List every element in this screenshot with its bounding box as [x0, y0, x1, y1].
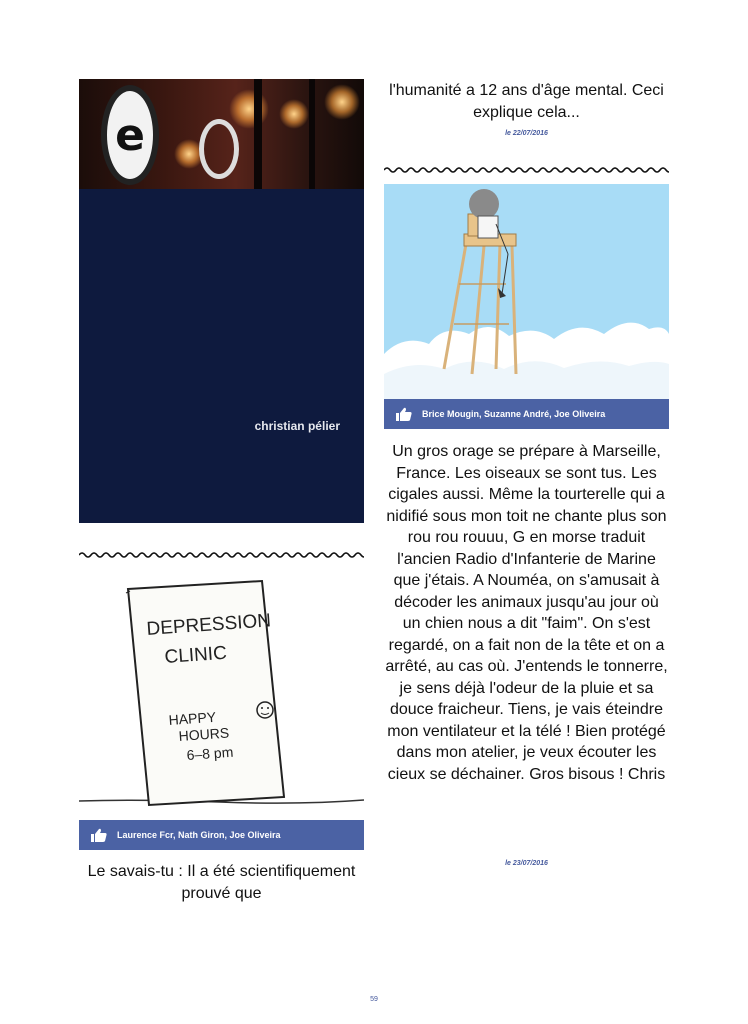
- likes-bar: [384, 399, 669, 429]
- likes-names: Brice Mougin, Suzanne André, Joe Oliveira: [422, 409, 606, 419]
- tall-chair-cartoon: [384, 184, 669, 399]
- page-number: 59: [370, 996, 378, 1003]
- depression-clinic-cartoon: [79, 575, 364, 820]
- post-top-date: le 22/07/2016: [505, 130, 548, 137]
- sign-text-line5: 6–8 pm: [186, 743, 234, 763]
- post-top-text: l'humanité a 12 ans d'âge mental. Ceci explique cela...: [389, 82, 664, 121]
- sign-text-line3: HAPPY: [168, 708, 217, 728]
- post-storm-date: le 23/07/2016: [505, 860, 548, 867]
- sign-text-line4: HOURS: [178, 724, 230, 744]
- sign-text-line2: CLINIC: [163, 642, 228, 668]
- thumbs-up-icon: [396, 407, 412, 421]
- likes-names: Laurence Fcr, Nath Giron, Joe Oliveira: [117, 830, 281, 840]
- thumbs-up-icon: [91, 828, 107, 842]
- post-storm-text: Un gros orage se prépare à Marseille, France. Les oiseaux se sont tus. Les cigales aussi. Même la tourterelle qui a nidifié sous mon toit ne chante plus son rou rou rouuu, G en morse traduit l'ancien Radio d'Infanterie de Marine que j'étais. A Nouméa, on s'amusait à décoder les animaux jusqu'au jour où un chien nous a dit "faim". On s'est regardé, on a fait non de la tête et on a arrêté, au cas où. J'entends le tonnerre, je sens déjà l'odeur de la pluie et sa douce fraicheur. Tiens, je vais éteindre mon ventilateur et la télé ! Bien protégé dans mon atelier, je veux écouter les cieux se déchainer. Gros bisous ! Chris: [385, 443, 668, 783]
- wavy-divider: [384, 166, 669, 174]
- book-cover: [79, 79, 364, 523]
- sign-text-line1: DEPRESSION: [145, 610, 272, 640]
- post-bottom-text: Le savais-tu : Il a été scientifiquement prouvé que: [87, 863, 356, 902]
- wavy-divider: [79, 551, 364, 559]
- cover-author: christian pélier: [254, 419, 340, 433]
- likes-bar: [79, 820, 364, 850]
- e-logo-icon: e: [101, 85, 159, 185]
- cover-photo: [79, 79, 364, 189]
